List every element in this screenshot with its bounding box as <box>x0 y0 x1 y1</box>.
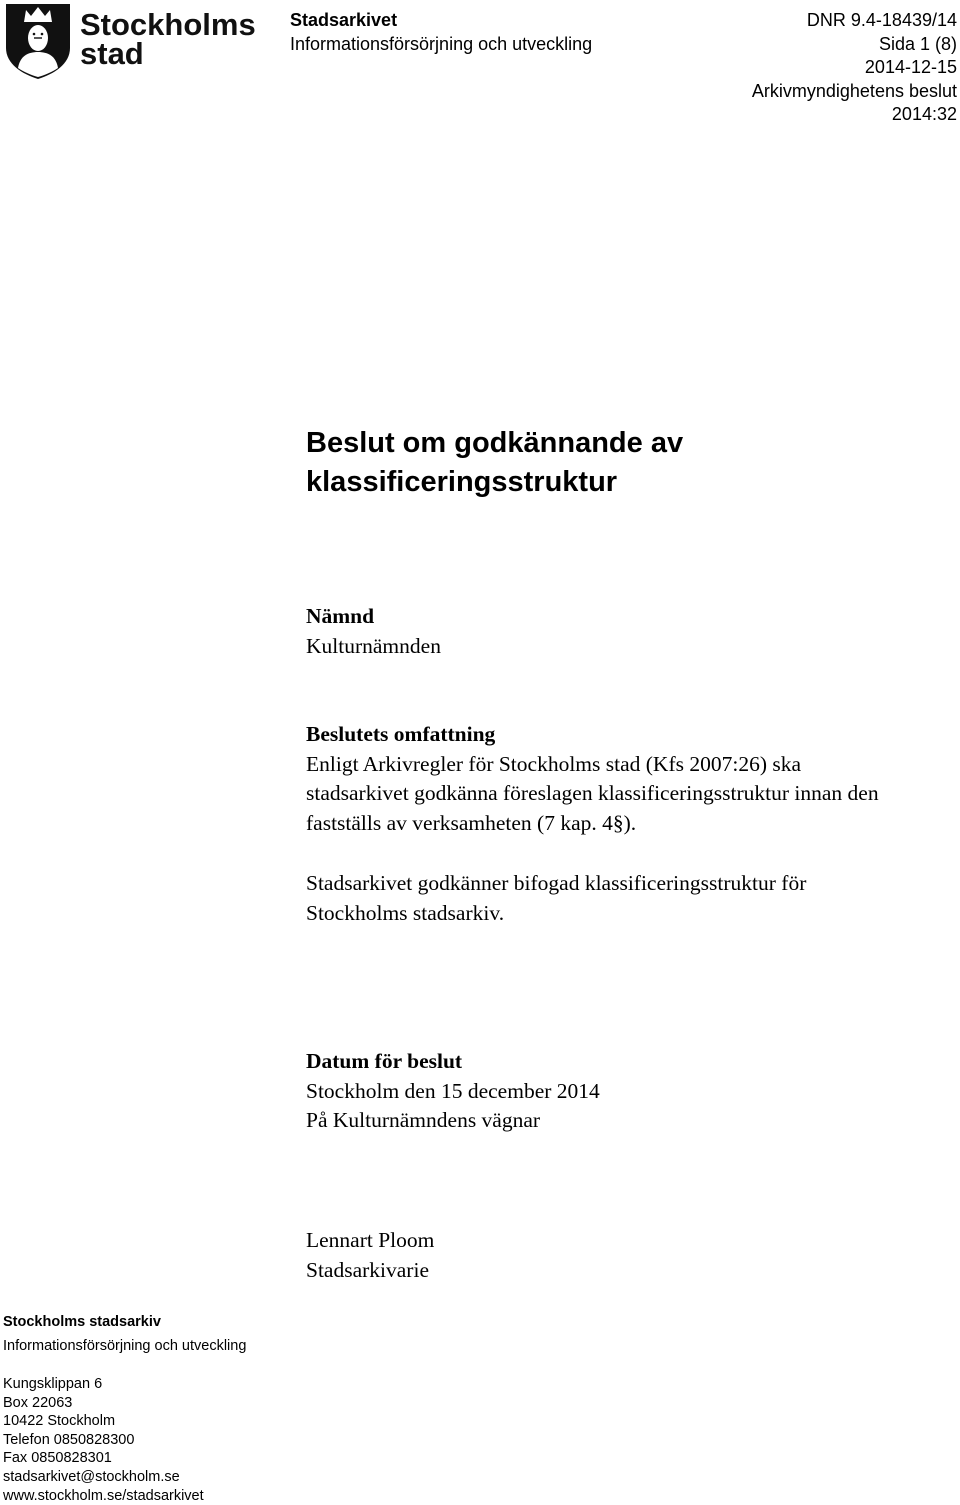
decision-date-heading: Datum för beslut <box>306 1049 463 1073</box>
title-line-1: Beslut om godkännande av <box>306 427 684 459</box>
footer-address-2: Box 22063 <box>3 1394 73 1411</box>
footer-contact <box>3 1375 204 1505</box>
stockholms-stad-logo <box>4 2 256 80</box>
scope-line-2: stadsarkivet godkänna föreslagen klassificeringsstruktur innan den <box>306 781 879 805</box>
approval-line-1: Stadsarkivet godkänner bifogad klassificeringsstruktur för <box>306 871 807 895</box>
footer-address-1: Kungsklippan 6 <box>3 1376 103 1392</box>
footer-email[interactable]: stadsarkivet@stockholm.se <box>3 1468 180 1485</box>
namnd-value: Kulturnämnden <box>306 633 441 658</box>
scope-heading: Beslutets omfattning <box>306 722 496 746</box>
namnd-heading: Nämnd <box>306 604 375 628</box>
document-title <box>306 424 683 502</box>
header-doc-type: Arkivmyndighetens beslut <box>751 80 957 101</box>
decision-date-line-2: På Kulturnämndens vägnar <box>306 1108 541 1132</box>
approval-line-2: Stockholms stadsarkiv. <box>306 900 505 925</box>
header-date: 2014-12-15 <box>864 57 957 77</box>
signatory-name: Lennart Ploom <box>306 1228 435 1252</box>
signatory-role: Stadsarkivarie <box>306 1257 429 1282</box>
crowned-head-shield-icon <box>6 4 70 79</box>
footer-address-3: 10422 Stockholm <box>3 1413 116 1430</box>
header-dnr: DNR 9.4-18439/14 <box>806 10 957 30</box>
header-page: Sida 1 (8) <box>878 33 957 54</box>
footer-phone: Telefon 0850828300 <box>3 1431 135 1448</box>
signature-block <box>306 1226 434 1285</box>
title-line-2: klassificeringsstruktur <box>306 466 618 498</box>
decision-date-section <box>306 1047 600 1136</box>
footer-fax: Fax 0850828301 <box>3 1450 112 1467</box>
header-doc-number: 2014:32 <box>891 104 957 124</box>
footer-organization: Stockholms stadsarkiv <box>3 1314 161 1330</box>
header-unit: Informationsförsörjning och utveckling <box>290 34 593 54</box>
logo-wordmark-line1: Stockholms <box>80 7 256 42</box>
scope-section <box>306 720 879 838</box>
header-organization: Stadsarkivet <box>290 10 398 30</box>
logo-graphic <box>4 2 256 80</box>
header-meta <box>752 9 957 127</box>
approval-paragraph <box>306 869 806 928</box>
namnd-section <box>306 602 441 661</box>
decision-date-line-1: Stockholm den 15 december 2014 <box>306 1078 600 1103</box>
logo-wordmark-line2: stad <box>80 36 144 71</box>
scope-line-1: Enligt Arkivregler för Stockholms stad (Kfs 2007:26) ska <box>306 751 802 776</box>
footer-unit: Informationsförsörjning och utveckling <box>3 1338 247 1354</box>
footer-web[interactable]: www.stockholm.se/stadsarkivet <box>3 1487 204 1504</box>
scope-line-3: fastställs av verksamheten (7 kap. 4§). <box>306 810 637 835</box>
